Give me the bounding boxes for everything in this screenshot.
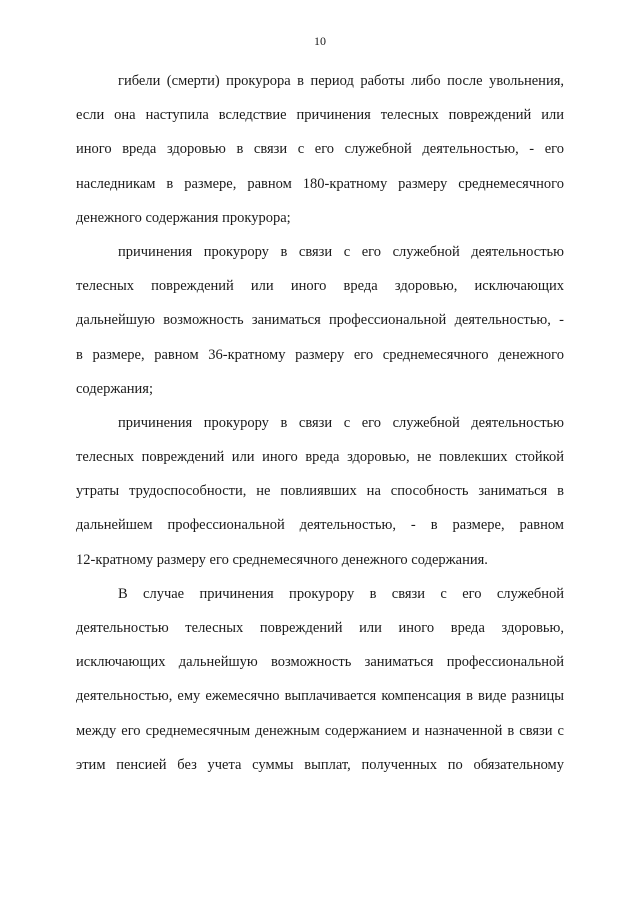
text-line: наследникам в размере, равном 180-кратному размеру среднемесячного [76, 175, 564, 192]
text-line: этим пенсией без учета суммы выплат, полученных по обязательному [76, 756, 564, 773]
text-line: В случае причинения прокурору в связи с его служебной [118, 585, 564, 602]
text-line: дальнейшем профессиональной деятельностью, - в размере, равном [76, 517, 564, 534]
text-line: между его среднемесячным денежным содержанием и назначенной в связи с [76, 722, 564, 739]
text-line: иного вреда здоровью в связи с его служебной деятельностью, - его [76, 141, 564, 158]
text-line: 12-кратному размеру его среднемесячного денежного содержания. [76, 551, 488, 568]
paragraph-2 [76, 235, 564, 406]
text-line: деятельностью, ему ежемесячно выплачивается компенсация в виде разницы [76, 688, 564, 705]
text-line: исключающих дальнейшую возможность заниматься профессиональной [76, 654, 564, 671]
paragraph-4 [76, 577, 564, 782]
paragraph-1 [76, 64, 564, 235]
page-number: 10 [314, 34, 326, 48]
text-line: гибели (смерти) прокурора в период работы либо после увольнения, [118, 73, 564, 89]
text-line: содержания; [76, 380, 154, 397]
text-line: денежного содержания прокурора; [76, 209, 291, 226]
paragraph-3 [76, 406, 564, 577]
text-line: телесных повреждений или иного вреда здоровью, не повлекших стойкой [76, 449, 564, 466]
text-line: утраты трудоспособности, не повлиявших на способность заниматься в [76, 483, 564, 500]
text-line: причинения прокурору в связи с его служебной деятельностью [118, 414, 564, 431]
text-line: в размере, равном 36-кратному размеру его среднемесячного денежного [76, 346, 564, 363]
text-line: дальнейшую возможность заниматься профессиональной деятельностью, - [76, 312, 564, 329]
text-line: если она наступила вследствие причинения телесных повреждений или [76, 107, 564, 124]
text-line: причинения прокурору в связи с его служебной деятельностью [118, 243, 564, 260]
text-line: деятельностью телесных повреждений или иного вреда здоровью, [76, 620, 564, 636]
body-text [76, 64, 564, 782]
text-line: телесных повреждений или иного вреда здоровью, исключающих [76, 278, 564, 295]
